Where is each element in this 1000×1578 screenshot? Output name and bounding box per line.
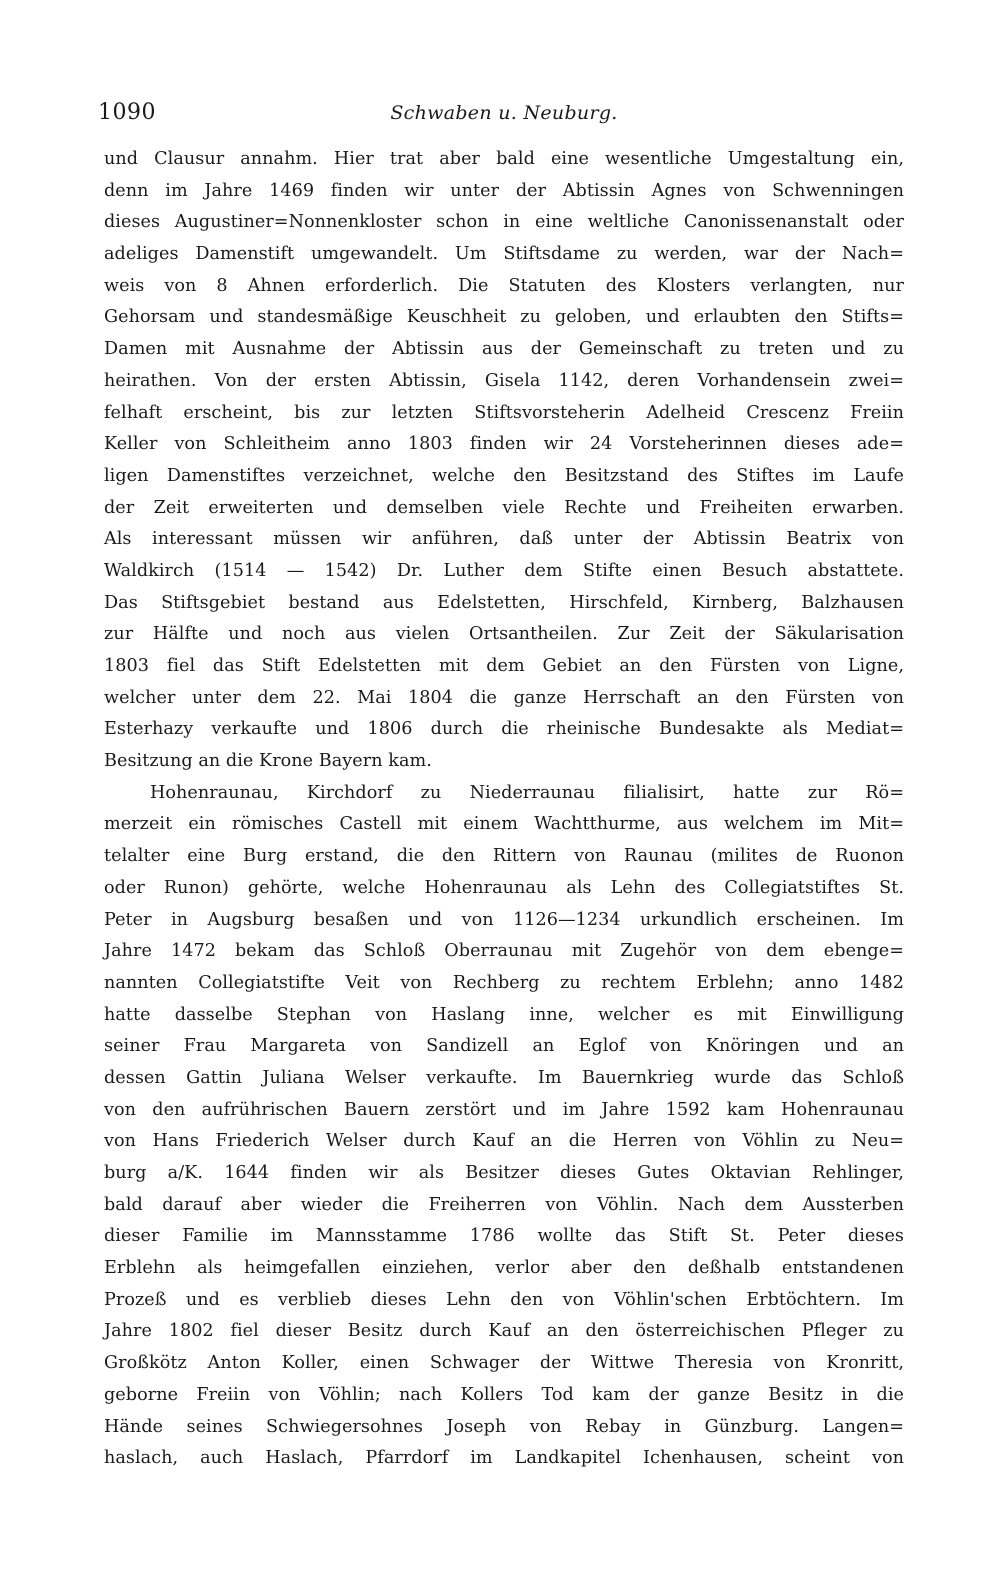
text-line: dieses Augustiner=Nonnenkloster schon in eine weltliche Canonissenanstalt oder xyxy=(104,212,904,233)
page-header xyxy=(98,92,904,132)
text-line: oder Runon) gehörte, welche Hohenraunau als Lehn des Collegiatstiftes St. xyxy=(104,877,904,898)
text-line: telalter eine Burg erstand, die den Rittern von Raunau (milites de Ruonon xyxy=(104,846,904,867)
text-line: haslach, auch Haslach, Pfarrdorf im Landkapitel Ichenhausen, scheint von xyxy=(104,1448,904,1469)
text-line: Waldkirch (1514 — 1542) Dr. Luther dem Stifte einen Besuch abstattete. xyxy=(104,560,904,581)
text-line: Das Stiftsgebiet bestand aus Edelstetten, Hirschfeld, Kirnberg, Balzhausen xyxy=(104,592,904,613)
text-line: welcher unter dem 22. Mai 1804 die ganze Herrschaft an den Fürsten von xyxy=(104,687,904,708)
running-head: Schwaben u. Neuburg. xyxy=(390,102,618,124)
text-line: Peter in Augsburg besaßen und von 1126—1234 urkundlich erscheinen. Im xyxy=(104,909,904,930)
text-line: von Hans Friederich Welser durch Kauf an die Herren von Vöhlin zu Neu= xyxy=(104,1131,904,1152)
text-line: ligen Damenstiftes verzeichnet, welche den Besitzstand des Stiftes im Laufe xyxy=(104,465,904,486)
text-line: felhaft erscheint, bis zur letzten Stiftsvorsteherin Adelheid Crescenz Freiin xyxy=(104,402,904,423)
text-line: und Clausur annahm. Hier trat aber bald eine wesentliche Umgestaltung ein, xyxy=(104,149,904,169)
text-line: hatte dasselbe Stephan von Haslang inne, welcher es mit Einwilligung xyxy=(104,1004,904,1025)
text-line: Jahre 1472 bekam das Schloß Oberraunau mit Zugehör von dem ebenge= xyxy=(104,941,904,962)
text-line: Als interessant müssen wir anführen, daß unter der Abtissin Beatrix von xyxy=(104,529,904,550)
text-line: Keller von Schleitheim anno 1803 finden wir 24 Vorsteherinnen dieses ade= xyxy=(104,434,904,455)
text-line: Esterhazy verkaufte und 1806 durch die rheinische Bundesakte als Mediat= xyxy=(104,719,904,740)
text-line: 1803 fiel das Stift Edelstetten mit dem Gebiet an den Fürsten von Ligne, xyxy=(104,656,904,676)
body-text xyxy=(104,144,904,1475)
text-line: geborne Freiin von Vöhlin; nach Kollers Tod kam der ganze Besitz in die xyxy=(104,1384,904,1405)
text-line: burg a/K. 1644 finden wir als Besitzer dieses Gutes Oktavian Rehlinger, xyxy=(104,1163,904,1183)
text-line: dieser Familie im Mannsstamme 1786 wollte das Stift St. Peter dieses xyxy=(104,1226,904,1247)
text-line-paragraph-end: Besitzung an die Krone Bayern kam. xyxy=(104,751,432,772)
text-line: von den aufrührischen Bauern zerstört und im Jahre 1592 kam Hohenraunau xyxy=(104,1099,904,1120)
text-line: Gehorsam und standesmäßige Keuschheit zu geloben, und erlaubten den Stifts= xyxy=(104,307,904,328)
text-line: denn im Jahre 1469 finden wir unter der Abtissin Agnes von Schwenningen xyxy=(104,180,904,201)
text-line: Großkötz Anton Koller, einen Schwager der Wittwe Theresia von Kronritt, xyxy=(104,1353,904,1374)
text-line: merzeit ein römisches Castell mit einem Wachtthurme, aus welchem im Mit= xyxy=(104,814,904,835)
text-line: Hände seines Schwiegersohnes Joseph von Rebay in Günzburg. Langen= xyxy=(104,1416,904,1437)
text-line: Jahre 1802 fiel dieser Besitz durch Kauf an den österreichischen Pfleger zu xyxy=(104,1321,904,1342)
text-line: Prozeß und es verblieb dieses Lehn den von Vöhlin'schen Erbtöchtern. Im xyxy=(104,1289,904,1310)
text-line: nannten Collegiatstifte Veit von Rechberg zu rechtem Erblehn; anno 1482 xyxy=(104,972,904,993)
text-line: heirathen. Von der ersten Abtissin, Gisela 1142, deren Vorhandensein zwei= xyxy=(104,370,904,391)
text-line: dessen Gattin Juliana Welser verkaufte. Im Bauernkrieg wurde das Schloß xyxy=(104,1067,904,1088)
text-line: Damen mit Ausnahme der Abtissin aus der Gemeinschaft zu treten und zu xyxy=(104,339,904,360)
text-line-paragraph-start: Hohenraunau, Kirchdorf zu Niederraunau filialisirt, hatte zur Rö= xyxy=(150,782,904,803)
text-line: zur Hälfte und noch aus vielen Ortsantheilen. Zur Zeit der Säkularisation xyxy=(104,624,904,645)
text-line: weis von 8 Ahnen erforderlich. Die Statuten des Klosters verlangten, nur xyxy=(104,275,904,296)
book-page xyxy=(98,92,904,1469)
text-line: der Zeit erweiterten und demselben viele Rechte und Freiheiten erwarben. xyxy=(104,497,904,518)
text-line: bald darauf aber wieder die Freiherren von Vöhlin. Nach dem Aussterben xyxy=(104,1194,904,1215)
text-line: Erblehn als heimgefallen einziehen, verlor aber den deßhalb entstandenen xyxy=(104,1258,904,1279)
page-number: 1090 xyxy=(98,100,156,125)
text-line: adeliges Damenstift umgewandelt. Um Stiftsdame zu werden, war der Nach= xyxy=(104,244,904,265)
text-line: seiner Frau Margareta von Sandizell an Eglof von Knöringen und an xyxy=(104,1036,904,1057)
